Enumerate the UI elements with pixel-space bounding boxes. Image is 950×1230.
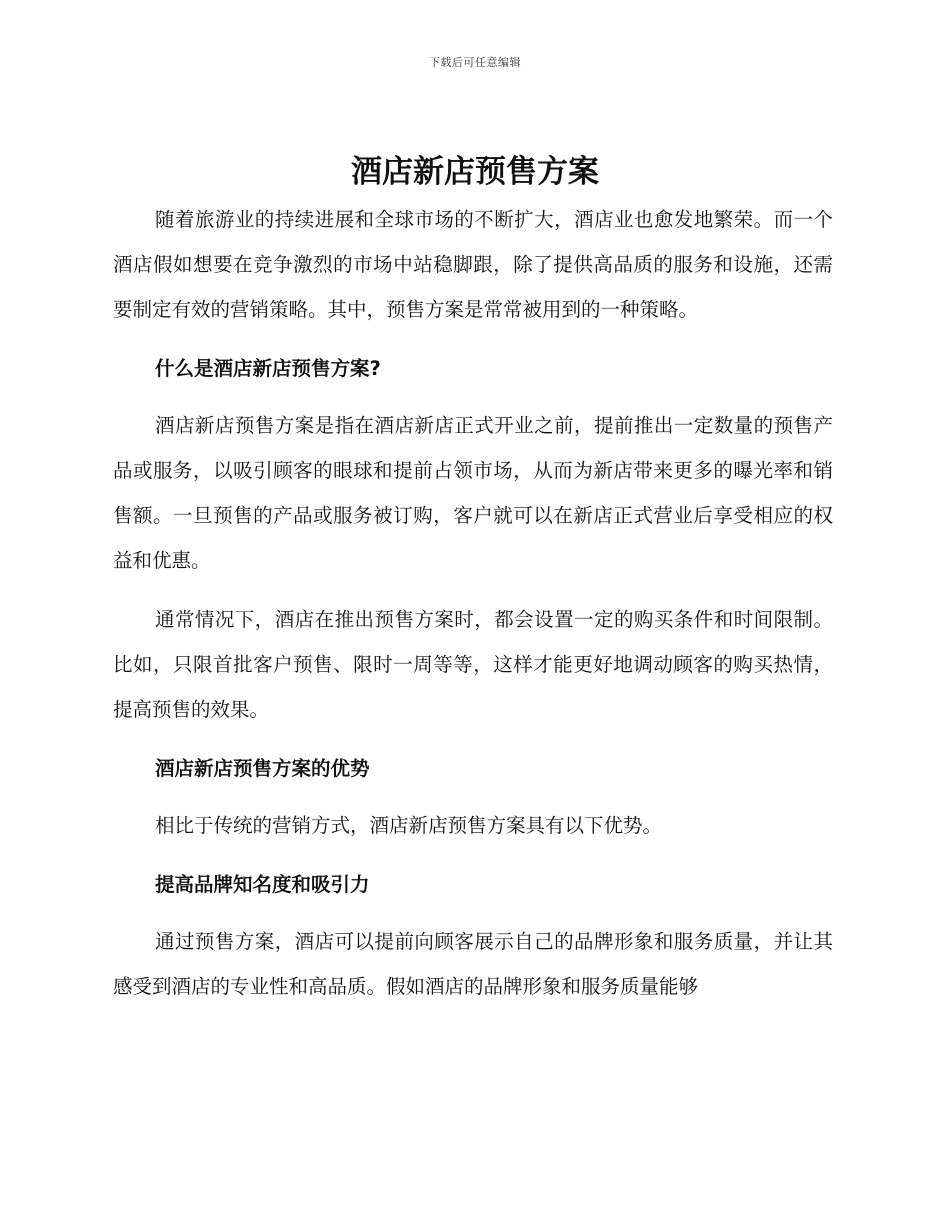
paragraph-intro: 随着旅游业的持续进展和全球市场的不断扩大，酒店业也愈发地繁荣。而一个酒店假如想要在竞争激烈的市场中站稳脚跟，除了提供高品质的服务和设施，还需要制定有效的营销策略。其中，预售方案是常常被用到的一种策略。 (113, 208, 833, 321)
header-note: 下载后可任意编辑 (429, 56, 521, 69)
paragraph-advantages-intro: 相比于传统的营销方式，酒店新店预售方案具有以下优势。 (155, 814, 663, 837)
paragraph-conditions: 通常情况下，酒店在推出预售方案时，都会设置一定的购买条件和时间限制。比如，只限首批客户预售、限时一周等等，这样才能更好地调动顾客的购买热情，提高预售的效果。 (113, 608, 833, 721)
document-title: 酒店新店预售方案 (351, 154, 599, 190)
document-body (113, 197, 833, 1009)
section-heading-brand: 提高品牌知名度和吸引力 (155, 873, 370, 896)
section-heading-what-is: 什么是酒店新店预售方案? (155, 357, 381, 380)
paragraph-brand: 通过预售方案，酒店可以提前向顾客展示自己的品牌形象和服务质量，并让其感受到酒店的专业性和高品质。假如酒店的品牌形象和服务质量能够 (113, 930, 833, 998)
paragraph-definition: 酒店新店预售方案是指在酒店新店正式开业之前，提前推出一定数量的预售产品或服务，以吸引顾客的眼球和提前占领市场，从而为新店带来更多的曝光率和销售额。一旦预售的产品或服务被订购，客户就可以在新店正式营业后享受相应的权益和优惠。 (113, 414, 833, 572)
section-heading-advantages: 酒店新店预售方案的优势 (155, 757, 370, 780)
